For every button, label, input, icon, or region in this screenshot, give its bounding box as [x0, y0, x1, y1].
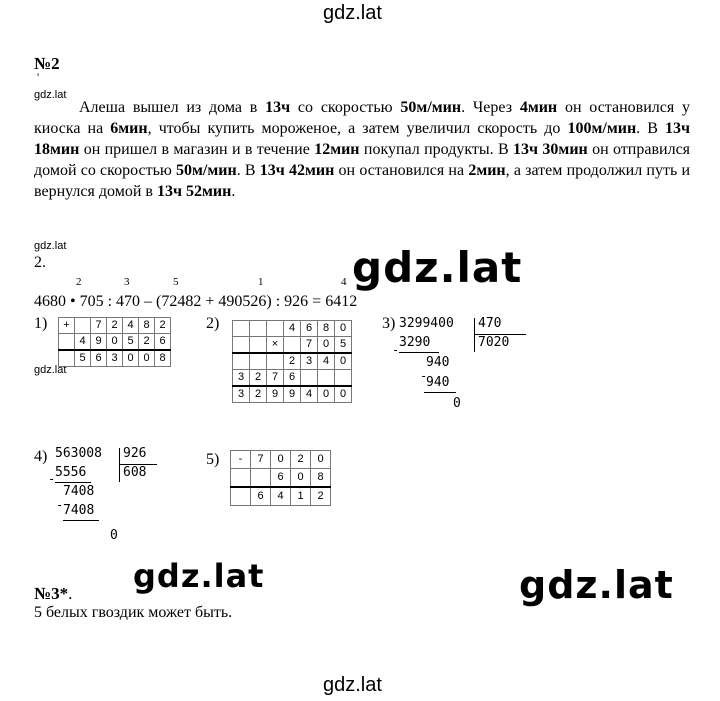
grid-cell: 7: [267, 370, 284, 387]
paragraph-segment: , чтобы купить мороженое, а затем увеличил скорость до: [147, 120, 568, 137]
grid-cell: 0: [139, 350, 155, 367]
calc-3-step-1: 3290: [399, 335, 431, 350]
grid-cell: 5: [75, 350, 91, 367]
order-mark-5: 4: [341, 276, 347, 288]
minus-sign: -: [420, 369, 428, 383]
grid-cell: [231, 487, 251, 506]
paragraph-segment: 13ч 52мин: [156, 183, 232, 200]
paragraph-segment: он пришел в магазин и в течение: [79, 141, 315, 158]
minus-sign: -: [392, 343, 400, 357]
grid-cell: 2: [284, 353, 301, 370]
grid-cell: +: [59, 318, 75, 334]
watermark-large-3: gdz.lat: [519, 563, 674, 607]
grid-cell: 0: [123, 350, 139, 367]
grid-cell: [318, 370, 335, 387]
calc-3-step-3: 940: [426, 375, 450, 390]
grid-cell: 6: [91, 350, 107, 367]
grid-cell: [251, 469, 271, 488]
grid-cell: 0: [107, 334, 123, 351]
paragraph-segment: 13ч: [265, 99, 291, 116]
grid-cell: -: [231, 451, 251, 469]
grid-row: [233, 386, 352, 403]
calc-4-divisor: 926: [123, 446, 147, 461]
underline: [424, 392, 456, 393]
paragraph-segment: он отправился домой со скоростью: [34, 141, 691, 179]
grid-row: [59, 334, 171, 351]
grid-cell: [233, 321, 250, 337]
grid-cell: 7: [301, 337, 318, 354]
calc-3-divisor: 470: [478, 316, 502, 331]
grid-cell: 4: [284, 321, 301, 337]
order-mark-3: 5: [173, 276, 179, 288]
minus-sign: -: [48, 472, 56, 486]
grid-cell: 4: [301, 386, 318, 403]
watermark-bottom: gdz.lat: [323, 674, 382, 696]
grid-cell: [335, 370, 352, 387]
calc-3-step-2: 940: [426, 355, 450, 370]
paragraph-segment: . Через: [461, 99, 520, 116]
grid-cell: 6: [301, 321, 318, 337]
calc-3-bracket-v: [474, 318, 475, 352]
grid-cell: 3: [233, 370, 250, 387]
calc-5-label: 5): [206, 451, 220, 468]
grid-cell: 2: [250, 386, 267, 403]
paragraph-segment: . В: [236, 162, 260, 179]
grid-cell: 0: [335, 321, 352, 337]
calc-3-remainder: 0: [453, 396, 461, 411]
grid-cell: [250, 321, 267, 337]
grid-row: [231, 487, 331, 506]
grid-cell: [250, 337, 267, 354]
calc-4-step-1: 5556: [55, 465, 87, 480]
paragraph-segment: 12мин: [314, 141, 360, 158]
paragraph-segment: . В: [636, 120, 665, 137]
paragraph-segment: он остановился на: [334, 162, 469, 179]
calc-4-bracket-v: [119, 448, 120, 482]
calc-4-step-2: 7408: [63, 484, 95, 499]
grid-cell: 0: [311, 451, 331, 469]
grid-cell: 0: [318, 386, 335, 403]
grid-cell: 6: [284, 370, 301, 387]
grid-cell: 6: [251, 487, 271, 506]
watermark-small-1: gdz.lat: [34, 89, 67, 101]
grid-cell: 9: [284, 386, 301, 403]
grid-cell: 9: [91, 334, 107, 351]
task-number-2: №2: [34, 54, 60, 73]
grid-cell: 2: [107, 318, 123, 334]
grid-cell: 7: [251, 451, 271, 469]
grid-cell: 0: [318, 337, 335, 354]
grid-row: [233, 370, 352, 387]
grid-cell: 2: [139, 334, 155, 351]
grid-row: [59, 350, 171, 367]
calc-3-dividend: 3299400: [399, 316, 454, 331]
grid-cell: 3: [301, 353, 318, 370]
underline: [63, 520, 99, 521]
paragraph-segment: 50м/мин: [176, 162, 237, 179]
paragraph-segment: 50м/мин: [400, 99, 462, 116]
grid-row: [233, 337, 352, 354]
grid-cell: 1: [291, 487, 311, 506]
grid-cell: 0: [291, 469, 311, 488]
grid-row: [233, 353, 352, 370]
part-2-label: 2.: [34, 254, 46, 271]
calc-3-division: [392, 316, 536, 426]
paragraph-segment: покупал продукты. В: [359, 141, 514, 158]
grid-cell: 6: [271, 469, 291, 488]
grid-cell: 4: [75, 334, 91, 351]
calc-2-label: 2): [206, 315, 220, 332]
watermark-large-1: gdz.lat: [352, 243, 523, 292]
watermark-top: gdz.lat: [323, 2, 382, 24]
grid-cell: 8: [139, 318, 155, 334]
paragraph-segment: 100м/мин: [567, 120, 637, 137]
underline: [55, 482, 91, 483]
order-mark-2: 3: [124, 276, 130, 288]
grid-cell: [59, 350, 75, 367]
order-mark-1: 2: [76, 276, 82, 288]
grid-cell: [231, 469, 251, 488]
paragraph-segment: 6мин: [110, 120, 148, 137]
calc-3-label: 3): [382, 315, 396, 332]
calc-2-grid: [232, 320, 352, 403]
grid-cell: 4: [271, 487, 291, 506]
paragraph-segment: 13ч 30мин: [513, 141, 588, 158]
paragraph-segment: 2мин: [468, 162, 506, 179]
grid-cell: [267, 321, 284, 337]
grid-cell: 2: [311, 487, 331, 506]
grid-cell: 4: [318, 353, 335, 370]
grid-cell: 2: [291, 451, 311, 469]
paragraph-segment: 13ч 18мин: [34, 120, 691, 158]
calc-4-division: [48, 446, 172, 551]
grid-cell: [233, 337, 250, 354]
paragraph-segment: , а затем продолжил путь и вернулся домой в: [34, 162, 691, 200]
grid-cell: 2: [155, 318, 171, 334]
grid-cell: 5: [123, 334, 139, 351]
grid-row: [231, 451, 331, 469]
expression: 4680 • 705 : 470 – (72482 + 490526) : 926 = 6412: [34, 293, 358, 310]
calc-4-remainder: 0: [110, 528, 118, 543]
calc-4-label: 4): [34, 448, 48, 465]
grid-cell: [301, 370, 318, 387]
task-3-number: №3*: [34, 584, 69, 603]
grid-cell: [284, 337, 301, 354]
grid-row: [233, 321, 352, 337]
paragraph-segment: 13ч 42мин: [259, 162, 335, 179]
task-3-answer: 5 белых гвоздик может быть.: [34, 604, 233, 621]
grid-cell: 0: [335, 353, 352, 370]
grid-cell: 8: [155, 350, 171, 367]
paragraph-segment: он остановился у киоска на: [34, 99, 690, 137]
grid-cell: [75, 318, 91, 334]
order-mark-4: 1: [258, 276, 264, 288]
paragraph-segment: со скоростью: [290, 99, 401, 116]
grid-cell: 7: [91, 318, 107, 334]
calc-4-quotient: 608: [123, 465, 147, 480]
underline: [399, 352, 439, 353]
grid-cell: [250, 353, 267, 370]
grid-cell: 0: [271, 451, 291, 469]
grid-cell: 8: [311, 469, 331, 488]
paragraph-segment: Алеша вышел из дома в: [79, 99, 266, 116]
grid-cell: [59, 334, 75, 351]
stray-mark: ': [37, 70, 40, 84]
grid-cell: 5: [335, 337, 352, 354]
grid-cell: 9: [267, 386, 284, 403]
watermark-small-2: gdz.lat: [34, 240, 67, 252]
paragraph-segment: 4мин: [519, 99, 558, 116]
calc-5-grid: [230, 450, 331, 506]
grid-cell: 0: [335, 386, 352, 403]
grid-cell: 2: [250, 370, 267, 387]
watermark-small-3: gdz.lat: [34, 364, 67, 376]
watermark-large-2: gdz.lat: [133, 557, 265, 595]
calc-4-dividend: 563008: [55, 446, 102, 461]
grid-row: [231, 469, 331, 488]
grid-cell: 6: [155, 334, 171, 351]
calc-1-label: 1): [34, 315, 48, 332]
grid-row: [59, 318, 171, 334]
grid-cell: 3: [233, 386, 250, 403]
paragraph-segment: .: [231, 183, 236, 200]
grid-cell: ×: [267, 337, 284, 354]
minus-sign: -: [56, 498, 64, 512]
calc-3-quotient: 7020: [478, 335, 510, 350]
task-paragraph: [34, 97, 690, 202]
grid-cell: 4: [123, 318, 139, 334]
grid-cell: [233, 353, 250, 370]
calc-4-step-3: 7408: [63, 503, 95, 518]
task-number-3: [34, 584, 72, 604]
grid-cell: 3: [107, 350, 123, 367]
grid-cell: [267, 353, 284, 370]
task-3-dot: .: [68, 584, 73, 603]
calc-1-grid: [58, 317, 171, 367]
grid-cell: 8: [318, 321, 335, 337]
